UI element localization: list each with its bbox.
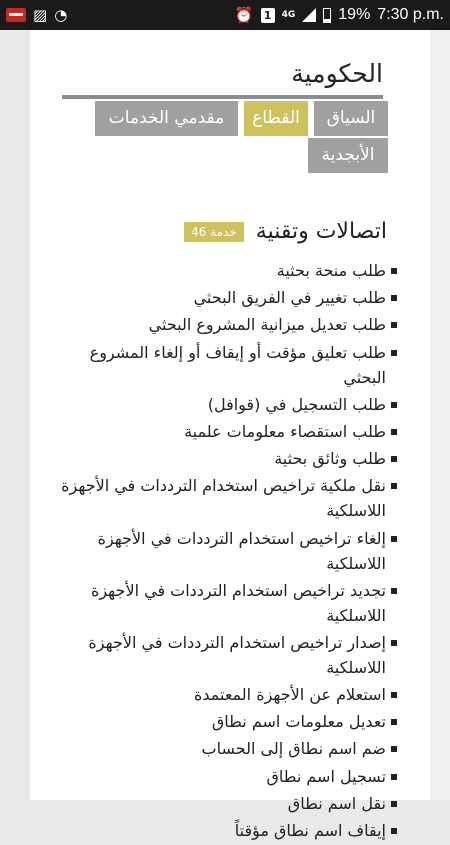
service-item[interactable]: استعلام عن الأجهزة المعتمدة bbox=[30, 682, 430, 707]
content-card[interactable] bbox=[30, 30, 430, 840]
service-item[interactable]: إيقاف اسم نطاق مؤقتاً bbox=[30, 818, 430, 843]
tab-service-providers[interactable]: مقدمي الخدمات bbox=[95, 101, 238, 136]
page-title: الحكومية bbox=[291, 59, 383, 88]
service-count-badge: خدمة 46 bbox=[184, 222, 244, 242]
service-item[interactable]: نقل اسم نطاق bbox=[30, 791, 430, 816]
battery-icon bbox=[323, 8, 331, 23]
notification-app-icon bbox=[6, 8, 26, 22]
service-item[interactable]: تجديد تراخيص استخدام الترددات في الأجهزة اللاسلكية bbox=[30, 578, 430, 628]
battery-percent: 19% bbox=[338, 6, 371, 23]
service-item[interactable]: طلب تعليق مؤقت أو إيقاف أو إلغاء المشروع البحثي bbox=[30, 340, 430, 390]
sim-icon: 1 bbox=[261, 8, 275, 23]
section-title: اتصالات وتقنية bbox=[255, 219, 387, 244]
service-item[interactable]: طلب التسجيل في (قوافل) bbox=[30, 392, 430, 417]
service-item[interactable]: طلب منحة بحثية bbox=[30, 258, 430, 283]
network-type: 4G bbox=[281, 10, 296, 20]
service-list bbox=[30, 258, 430, 845]
tab-context[interactable]: السياق bbox=[314, 101, 388, 136]
clock: 7:30 p.m. bbox=[377, 6, 444, 23]
service-item[interactable]: نقل ملكية تراخيص استخدام الترددات في الأجهزة اللاسلكية bbox=[30, 473, 430, 523]
status-bar bbox=[0, 0, 450, 30]
service-item[interactable]: طلب وثائق بحثية bbox=[30, 446, 430, 471]
service-item[interactable]: طلب استقصاء معلومات علمية bbox=[30, 419, 430, 444]
service-item[interactable]: طلب تغيير في الفريق البحثي bbox=[30, 285, 430, 310]
tab-alphabetical[interactable]: الأبجدية bbox=[308, 138, 388, 173]
service-item[interactable]: تسجيل اسم نطاق bbox=[30, 764, 430, 789]
service-item[interactable]: طلب تعديل ميزانية المشروع البحثي bbox=[30, 312, 430, 337]
wifi-icon: ◔ bbox=[54, 5, 68, 24]
title-divider bbox=[62, 95, 383, 99]
photo-icon: ▨ bbox=[33, 5, 48, 24]
service-item[interactable]: إصدار تراخيص استخدام الترددات في الأجهزة اللاسلكية bbox=[30, 630, 430, 680]
tab-sector[interactable]: القطاع bbox=[244, 101, 308, 136]
service-item[interactable]: ضم اسم نطاق إلى الحساب bbox=[30, 736, 430, 761]
signal-icon bbox=[302, 8, 316, 22]
service-item[interactable]: إلغاء تراخيص استخدام الترددات في الأجهزة اللاسلكية bbox=[30, 526, 430, 576]
service-item[interactable]: تعديل معلومات اسم نطاق bbox=[30, 709, 430, 734]
section-header bbox=[184, 219, 387, 244]
alarm-icon: ⏰ bbox=[234, 5, 254, 24]
